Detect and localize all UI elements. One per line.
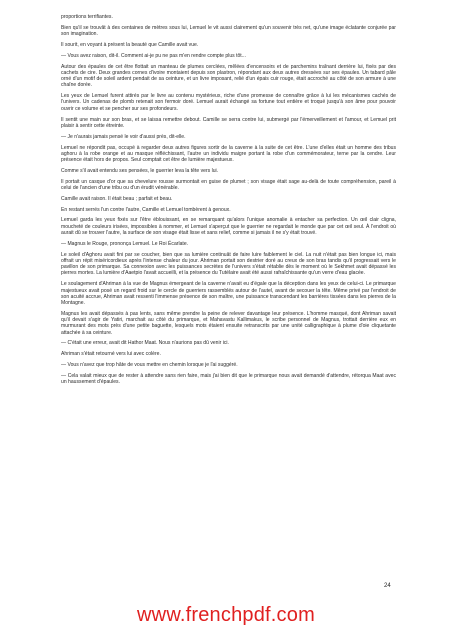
paragraph: Autour des épaules de cet être flottait un manteau de plumes cerclées, mêlées d'encensoirs et de parchemins traînant derrière lui, fixés par des cachets de cire. Deux grandes cornes d'ivoire montaient depuis son plastron, répondant aux deux autres dressées sur ses épaules. Un tabard pâle orné d'un motif de soleil ardent pendait de sa ceinture, et un livre imposant, relié d'un épais cuir rouge, était accroché au côté de son armure à une chaîne dorée. xyxy=(61,63,396,89)
paragraph: — C'était une erreur, avait dit Hathor Maat. Nous n'aurions pas dû venir ici. xyxy=(61,340,229,347)
paragraph: — Vous n'avez que trop hâte de vous mettre en chemin lorsque je l'ai suggéré. xyxy=(61,362,238,369)
paragraph: Le soleil d'Aghoru avait fini par se coucher, bien que sa lumière continuât de faire luire faiblement le ciel. La nuit n'était pas bien longue ici, mais offrait un répit miséricordieux après l'intense chaleur du jour. Ahriman portait son destrier doré au creux de son bras tandis qu'il progressait vers le pavillon de son primarque. Sa connexion avec les puissances secrètes de l'univers s'était rétablie dès le moment où le Sekhmet avait dépassé les pierres mortes. La lumière d'Aaetpio l'avait accueilli, et la présence du Tutélaire avait été aussi rafraîchissante qu'un verre d'eau glacée. xyxy=(61,251,396,277)
paragraph: proportions terrifiantes. xyxy=(61,14,113,20)
paragraph: — Cela valait mieux que de rester à attendre sans rien faire, mais j'ai bien dit que le primarque nous avait demandé d'attendre, rétorqua Maat avec un haussement d'épaules. xyxy=(61,372,396,386)
paragraph: Il sentit une main sur son bras, et se laissa remettre debout. Camille se serra contre lui, submergé par l'émerveillement et l'amour, et Lemuel prit plaisir à sentir cette étreinte. xyxy=(61,116,396,129)
document-body xyxy=(61,14,396,390)
paragraph: — Je n'aurais jamais pensé le voir d'aussi près, dit-elle. xyxy=(61,133,186,140)
watermark-url: www.frenchpdf.com xyxy=(137,604,315,626)
paragraph: Lemuel ne répondit pas, occupé à regarder deux autres figures sortir de la caverne à la suite de cet être. L'une d'elles était un homme des tribus aghoru à la robe orange et au masque réfléchissant, l'autre un individu maigre portant la robe d'un commémorateur, terne par la cendre. Leur présence était hors de propos. Seul comptait cet être de lumière majestueux. xyxy=(61,144,396,163)
paragraph: Lemuel garda les yeux fixés sur l'être éblouissant, en se remarquant qu'alors l'unique anomalie à entacher sa perfection. Un œil clair cligna, moucheté de couleurs irisées, impossibles à nommer, et Lemuel s'aperçut que le guerrier ne regardait le monde que par cet œil seul. À l'endroit où aurait dû se trouver l'autre, la surface de son visage était lisse et sans relief, comme si jamais il ne s'y était trouvé. xyxy=(61,217,396,236)
paragraph: — Magnus le Rouge, prononça Lemuel. Le Roi Écarlate. xyxy=(61,240,189,247)
paragraph: — Vous avez raison, dit-il. Comment ai-je pu ne pas m'en rendre compte plus tôt... xyxy=(61,52,246,59)
paragraph: Le soulagement d'Ahriman à la vue de Magnus émergeant de la caverne n'avait eu d'égale que la déception dans les yeux de celui-ci. Le primarque majestueux avait posé un regard froid sur le cercle de guerriers rassemblés autour de l'autel, avant de secouer la tête. Même privé par l'endroit de son acuité accrue, Ahriman avait ressenti l'immense présence de son maître, une puissance transcendant les barrières tissées dans les pierres de la Montagne. xyxy=(61,281,396,306)
paragraph: Les yeux de Lemuel furent attirés par le livre au contenu mystérieux, riche d'une promesse de connaître grâce à lui les mécanismes cachés de l'univers. Un cadenas de plomb retenait son fermoir doré. Lemuel aurait échangé sa fortune tout entière et troqué jusqu'à son âme pour pouvoir ouvrir ce volume et se pencher sur ses profondeurs. xyxy=(61,93,396,112)
paragraph: Magnus les avait dépassés à pas lents, sans même prendre la peine de relever davantage leur présence. L'homme masqué, dont Ahriman savait qu'il devait s'agir de Yatiri, marchait au côté du primarque, et Mahavastu Kallimakus, le scribe personnel de Magnus, trottait derrière eux en murmurant des mots près d'une petite baguette, lesquels mots étaient ensuite retranscrits par une unité calligraphique à plume d'oie cliquetante attachée à sa ceinture. xyxy=(61,310,396,336)
paragraph: Camille avait raison. Il était beau ; parfait et beau. xyxy=(61,195,173,202)
paragraph: En restant serrés l'un contre l'autre, Camille et Lemuel tombèrent à genoux. xyxy=(61,206,231,213)
paragraph: Comme s'il avait entendu ses pensées, le guerrier leva la tête vers lui. xyxy=(61,167,219,174)
paragraph: Bien qu'il se trouvât à des centaines de mètres sous lui, Lemuel le vit aussi clairement qu'un souvenir très net, qu'une image éclatante conjurée par son imagination. xyxy=(61,24,396,38)
page-number: 24 xyxy=(384,583,391,589)
paragraph: Il sourit, en voyant à présent la beauté que Camille avait vue. xyxy=(61,41,199,48)
paragraph: Il portait un casque d'or que sa chevelure rousse surmontait en guise de plumet ; son visage était sage au-delà de toute compréhension, pareil à celui de l'ancien d'une tribu ou d'un érudit vénérable. xyxy=(61,178,396,191)
paragraph: Ahriman s'était retourné vers lui avec colère. xyxy=(61,351,161,358)
